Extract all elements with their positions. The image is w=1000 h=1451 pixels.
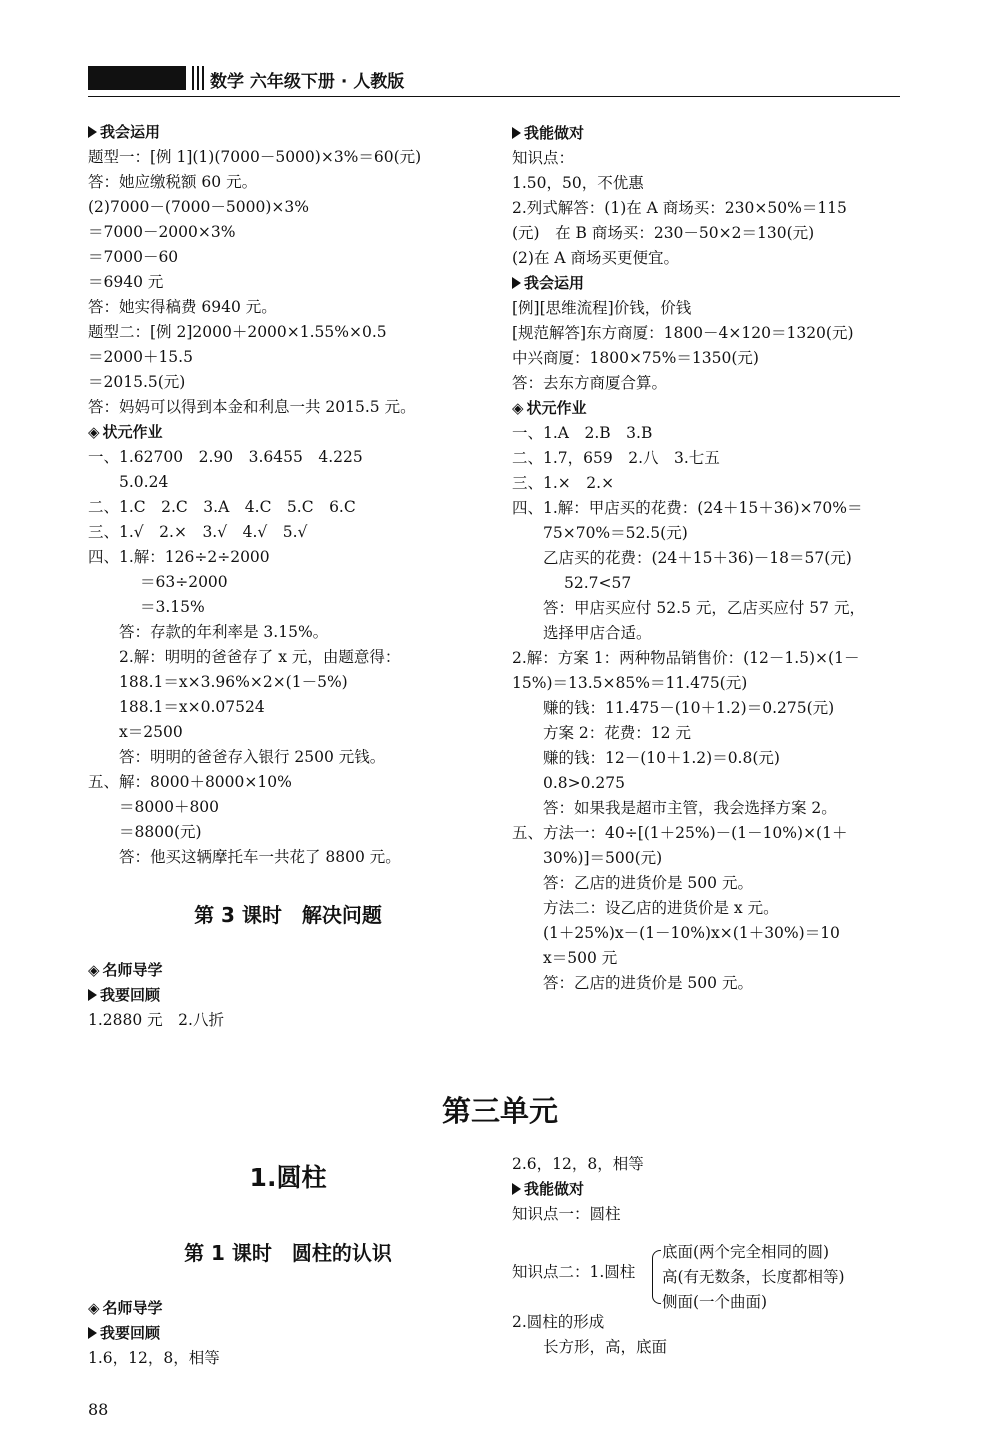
line-text: ＝63÷2000 [140, 573, 228, 591]
right-col-line [512, 496, 912, 521]
line-text: 52.7<57 [564, 574, 632, 592]
right-col-line [512, 846, 912, 871]
line-text: 188.1＝x×3.96%×2×(1－5%) [119, 673, 348, 691]
right-col-line [512, 121, 912, 146]
left-col-line [88, 170, 488, 195]
lesson3-block-line [88, 1008, 488, 1033]
line-text: 答：他买这辆摩托车一共花了 8800 元。 [119, 848, 401, 866]
page-header [88, 66, 900, 96]
right-bottom-top-line [512, 1177, 912, 1202]
left-col-line [88, 370, 488, 395]
line-text: ＝7000－60 [88, 248, 179, 266]
triangle-bullet-icon [88, 1327, 97, 1339]
right-bottom-block [512, 1152, 912, 1227]
left-col-line [88, 845, 488, 870]
line-text: 2.列式解答：(1)在 A 商场买：230×50%＝115 [512, 199, 847, 217]
line-text: (元) 在 B 商场买：230－50×2＝130(元) [512, 224, 815, 242]
line-text: ＝2015.5(元) [88, 373, 186, 391]
lesson3-block-line [88, 983, 488, 1008]
right-col-line [512, 921, 912, 946]
kp2-item-base: 底面(两个完全相同的圆) [662, 1243, 830, 1261]
right-col-line [512, 296, 912, 321]
line-text: 2.解：方案 1：两种物品销售价：(12－1.5)×(1－ [512, 649, 860, 667]
line-text: 选择甲店合适。 [543, 624, 652, 642]
line-text: 长方形，高，底面 [543, 1338, 668, 1356]
line-text: (2)在 A 商场买更便宜。 [512, 249, 680, 267]
line-text: 名师导学 [102, 961, 163, 979]
right-col-line [512, 171, 912, 196]
right-col-line [512, 821, 912, 846]
right-bottom-end-line [512, 1310, 912, 1335]
line-text: 1.6，12，8，相等 [88, 1349, 220, 1367]
header-rule [88, 96, 900, 97]
line-text: 赚的钱：11.475－(10＋1.2)＝0.275(元) [543, 699, 835, 717]
left-col-line [88, 720, 488, 745]
right-col-line [512, 871, 912, 896]
left-col-line [88, 620, 488, 645]
left-col-line [88, 795, 488, 820]
lesson1-title: 第 1 课时 圆柱的认识 [184, 1241, 392, 1265]
line-text: 答：她应缴税额 60 元。 [88, 173, 258, 191]
left-col-line [88, 745, 488, 770]
line-text: ＝3.15% [140, 598, 205, 616]
left-col-line [88, 420, 488, 445]
line-text: 我能做对 [524, 1180, 585, 1198]
line-text: 30%)]＝500(元) [543, 849, 663, 867]
triangle-bullet-icon [88, 989, 97, 1001]
line-text: 2.6，12，8，相等 [512, 1155, 644, 1173]
right-bottom-top-line [512, 1202, 912, 1227]
left-col-line [88, 570, 488, 595]
line-text: 二、1.C 2.C 3.A 4.C 5.C 6.C [88, 498, 356, 516]
right-col-line [512, 446, 912, 471]
right-col-line [512, 521, 912, 546]
line-text: 四、1.解：甲店买的花费：(24＋15＋36)×70%＝ [512, 499, 863, 517]
right-col-line [512, 646, 912, 671]
lesson1-block-line [88, 1296, 488, 1321]
line-text: 5.0.24 [119, 473, 169, 491]
line-text: 三、1.× 2.× [512, 474, 615, 492]
line-text: 乙店买的花费：(24＋15＋36)－18＝57(元) [543, 549, 852, 567]
right-col-line [512, 671, 912, 696]
right-col-line [512, 571, 912, 596]
triangle-bullet-icon [512, 1183, 521, 1195]
line-text: (1＋25%)x－(1－10%)x×(1＋30%)＝10 [543, 924, 840, 942]
line-text: 我会运用 [524, 274, 585, 292]
line-text: 我能做对 [524, 124, 585, 142]
line-text: 答：去东方商厦合算。 [512, 374, 668, 392]
line-text: 答：甲店买应付 52.5 元，乙店买应付 57 元， [543, 599, 865, 617]
line-text: ＝6940 元 [88, 273, 164, 291]
triangle-bullet-icon [512, 277, 521, 289]
left-col-line [88, 770, 488, 795]
line-text: 答：明明的爸爸存入银行 2500 元钱。 [119, 748, 386, 766]
page-number: 88 [88, 1400, 109, 1419]
left-col-line [88, 320, 488, 345]
right-col-line [512, 721, 912, 746]
right-col-line [512, 396, 912, 421]
line-text: ＝8800(元) [119, 823, 202, 841]
lesson1-block [88, 1296, 488, 1371]
line-text: 75×70%＝52.5(元) [543, 524, 688, 542]
right-col-line [512, 771, 912, 796]
line-text: 我要回顾 [100, 1324, 161, 1342]
left-col-line [88, 270, 488, 295]
line-text: 状元作业 [102, 423, 163, 441]
line-text: 赚的钱：12－(10＋1.2)＝0.8(元) [543, 749, 780, 767]
header-title: 数学 六年级下册 · 人教版 [210, 72, 405, 92]
kp2-item-side: 侧面(一个曲面) [662, 1293, 768, 1311]
line-text: x＝500 元 [543, 949, 618, 967]
left-col-line [88, 670, 488, 695]
right-column [512, 121, 912, 996]
left-col-line [88, 295, 488, 320]
kp2-brace [652, 1250, 661, 1304]
line-text: 188.1＝x×0.07524 [119, 698, 265, 716]
right-bottom-top-line [512, 1152, 912, 1177]
line-text: 五、解：8000＋8000×10% [88, 773, 292, 791]
right-col-line [512, 746, 912, 771]
right-col-line [512, 346, 912, 371]
lesson1-block-line [88, 1321, 488, 1346]
left-col-line [88, 820, 488, 845]
line-text: [规范解答]东方商厦：1800－4×120＝1320(元) [512, 324, 854, 342]
line-text: 名师导学 [102, 1299, 163, 1317]
line-text: [例][思维流程]价钱，价钱 [512, 299, 692, 317]
kp2-items [662, 1240, 845, 1315]
lesson3-block-line [88, 958, 488, 983]
line-text: 知识点一：圆柱 [512, 1205, 621, 1223]
right-col-line [512, 696, 912, 721]
right-col-line [512, 796, 912, 821]
right-col-line [512, 196, 912, 221]
line-text: 1.2880 元 2.八折 [88, 1011, 224, 1029]
line-text: 题型二：[例 2]2000＋2000×1.55%×0.5 [88, 323, 387, 341]
line-text: 知识点： [512, 149, 575, 167]
right-col-line [512, 621, 912, 646]
left-col-line [88, 520, 488, 545]
right-col-line [512, 596, 912, 621]
right-bottom-end-line [512, 1335, 912, 1360]
line-text: 四、1.解：126÷2÷2000 [88, 548, 270, 566]
line-text: ＝8000＋800 [119, 798, 220, 816]
line-text: 题型一：[例 1](1)(7000－5000)×3%＝60(元) [88, 148, 422, 166]
right-col-line [512, 971, 912, 996]
line-text: 状元作业 [526, 399, 587, 417]
line-text: 一、1.A 2.B 3.B [512, 424, 653, 442]
right-col-line [512, 146, 912, 171]
diamond-bullet-icon: ◈ [88, 961, 100, 979]
triangle-bullet-icon [88, 126, 97, 138]
left-col-line [88, 495, 488, 520]
line-text: 答：她实得稿费 6940 元。 [88, 298, 277, 316]
right-col-line [512, 246, 912, 271]
left-column [88, 120, 488, 870]
line-text: 2.解：明明的爸爸存了 x 元，由题意得： [119, 648, 401, 666]
line-text: ＝7000－2000×3% [88, 223, 236, 241]
lesson3-title: 第 3 课时 解决问题 [194, 903, 382, 927]
left-col-line [88, 395, 488, 420]
kp2-item-height: 高(有无数条，长度都相等) [662, 1268, 845, 1286]
right-col-line [512, 896, 912, 921]
line-text: 答：如果我是超市主管，我会选择方案 2。 [543, 799, 837, 817]
left-col-line [88, 645, 488, 670]
left-col-line [88, 545, 488, 570]
line-text: 1.50，50，不优惠 [512, 174, 644, 192]
left-col-line [88, 695, 488, 720]
left-col-line [88, 245, 488, 270]
kp2-label: 知识点二：1.圆柱 [512, 1263, 636, 1281]
left-col-line [88, 345, 488, 370]
line-text: 一、1.62700 2.90 3.6455 4.225 [88, 448, 363, 466]
line-text: 二、1.7，659 2.八 3.七五 [512, 449, 720, 467]
right-col-line [512, 946, 912, 971]
diamond-bullet-icon: ◈ [512, 399, 524, 417]
right-col-line [512, 546, 912, 571]
triangle-bullet-icon [512, 127, 521, 139]
line-text: 答：存款的年利率是 3.15%。 [119, 623, 329, 641]
left-col-line [88, 595, 488, 620]
right-bottom-end-block [512, 1310, 912, 1360]
header-stripes [192, 66, 204, 90]
left-col-line [88, 195, 488, 220]
left-col-line [88, 470, 488, 495]
right-col-line [512, 471, 912, 496]
line-text: ＝2000＋15.5 [88, 348, 193, 366]
unit-title: 第三单元 [441, 1094, 558, 1128]
line-text: 答：妈妈可以得到本金和利息一共 2015.5 元。 [88, 398, 416, 416]
line-text: 答：乙店的进货价是 500 元。 [543, 974, 753, 992]
header-black-bar [88, 66, 186, 90]
line-text: 三、1.√ 2.× 3.√ 4.√ 5.√ [88, 523, 308, 541]
knowledge-point-2 [512, 1243, 912, 1311]
line-text: 我要回顾 [100, 986, 161, 1004]
right-col-line [512, 421, 912, 446]
right-col-line [512, 271, 912, 296]
lesson3-block [88, 958, 488, 1033]
line-text: 0.8>0.275 [543, 774, 626, 792]
line-text: 答：乙店的进货价是 500 元。 [543, 874, 753, 892]
line-text: (2)7000－(7000－5000)×3% [88, 198, 309, 216]
line-text: x＝2500 [119, 723, 183, 741]
right-col-line [512, 371, 912, 396]
line-text: 方法二：设乙店的进货价是 x 元。 [543, 899, 779, 917]
diamond-bullet-icon: ◈ [88, 1299, 100, 1317]
left-col-line [88, 220, 488, 245]
lesson1-block-line [88, 1346, 488, 1371]
left-col-line [88, 445, 488, 470]
left-col-line [88, 145, 488, 170]
right-col-line [512, 221, 912, 246]
line-text: 中兴商厦：1800×75%＝1350(元) [512, 349, 759, 367]
left-col-line [88, 120, 488, 145]
cylinder-title: 1.圆柱 [249, 1163, 327, 1192]
line-text: 15%)＝13.5×85%＝11.475(元) [512, 674, 748, 692]
line-text: 我会运用 [100, 123, 161, 141]
right-col-line [512, 321, 912, 346]
line-text: 五、方法一：40÷[(1＋25%)－(1－10%)×(1＋ [512, 824, 848, 842]
line-text: 方案 2：花费：12 元 [543, 724, 691, 742]
diamond-bullet-icon: ◈ [88, 423, 100, 441]
line-text: 2.圆柱的形成 [512, 1313, 605, 1331]
